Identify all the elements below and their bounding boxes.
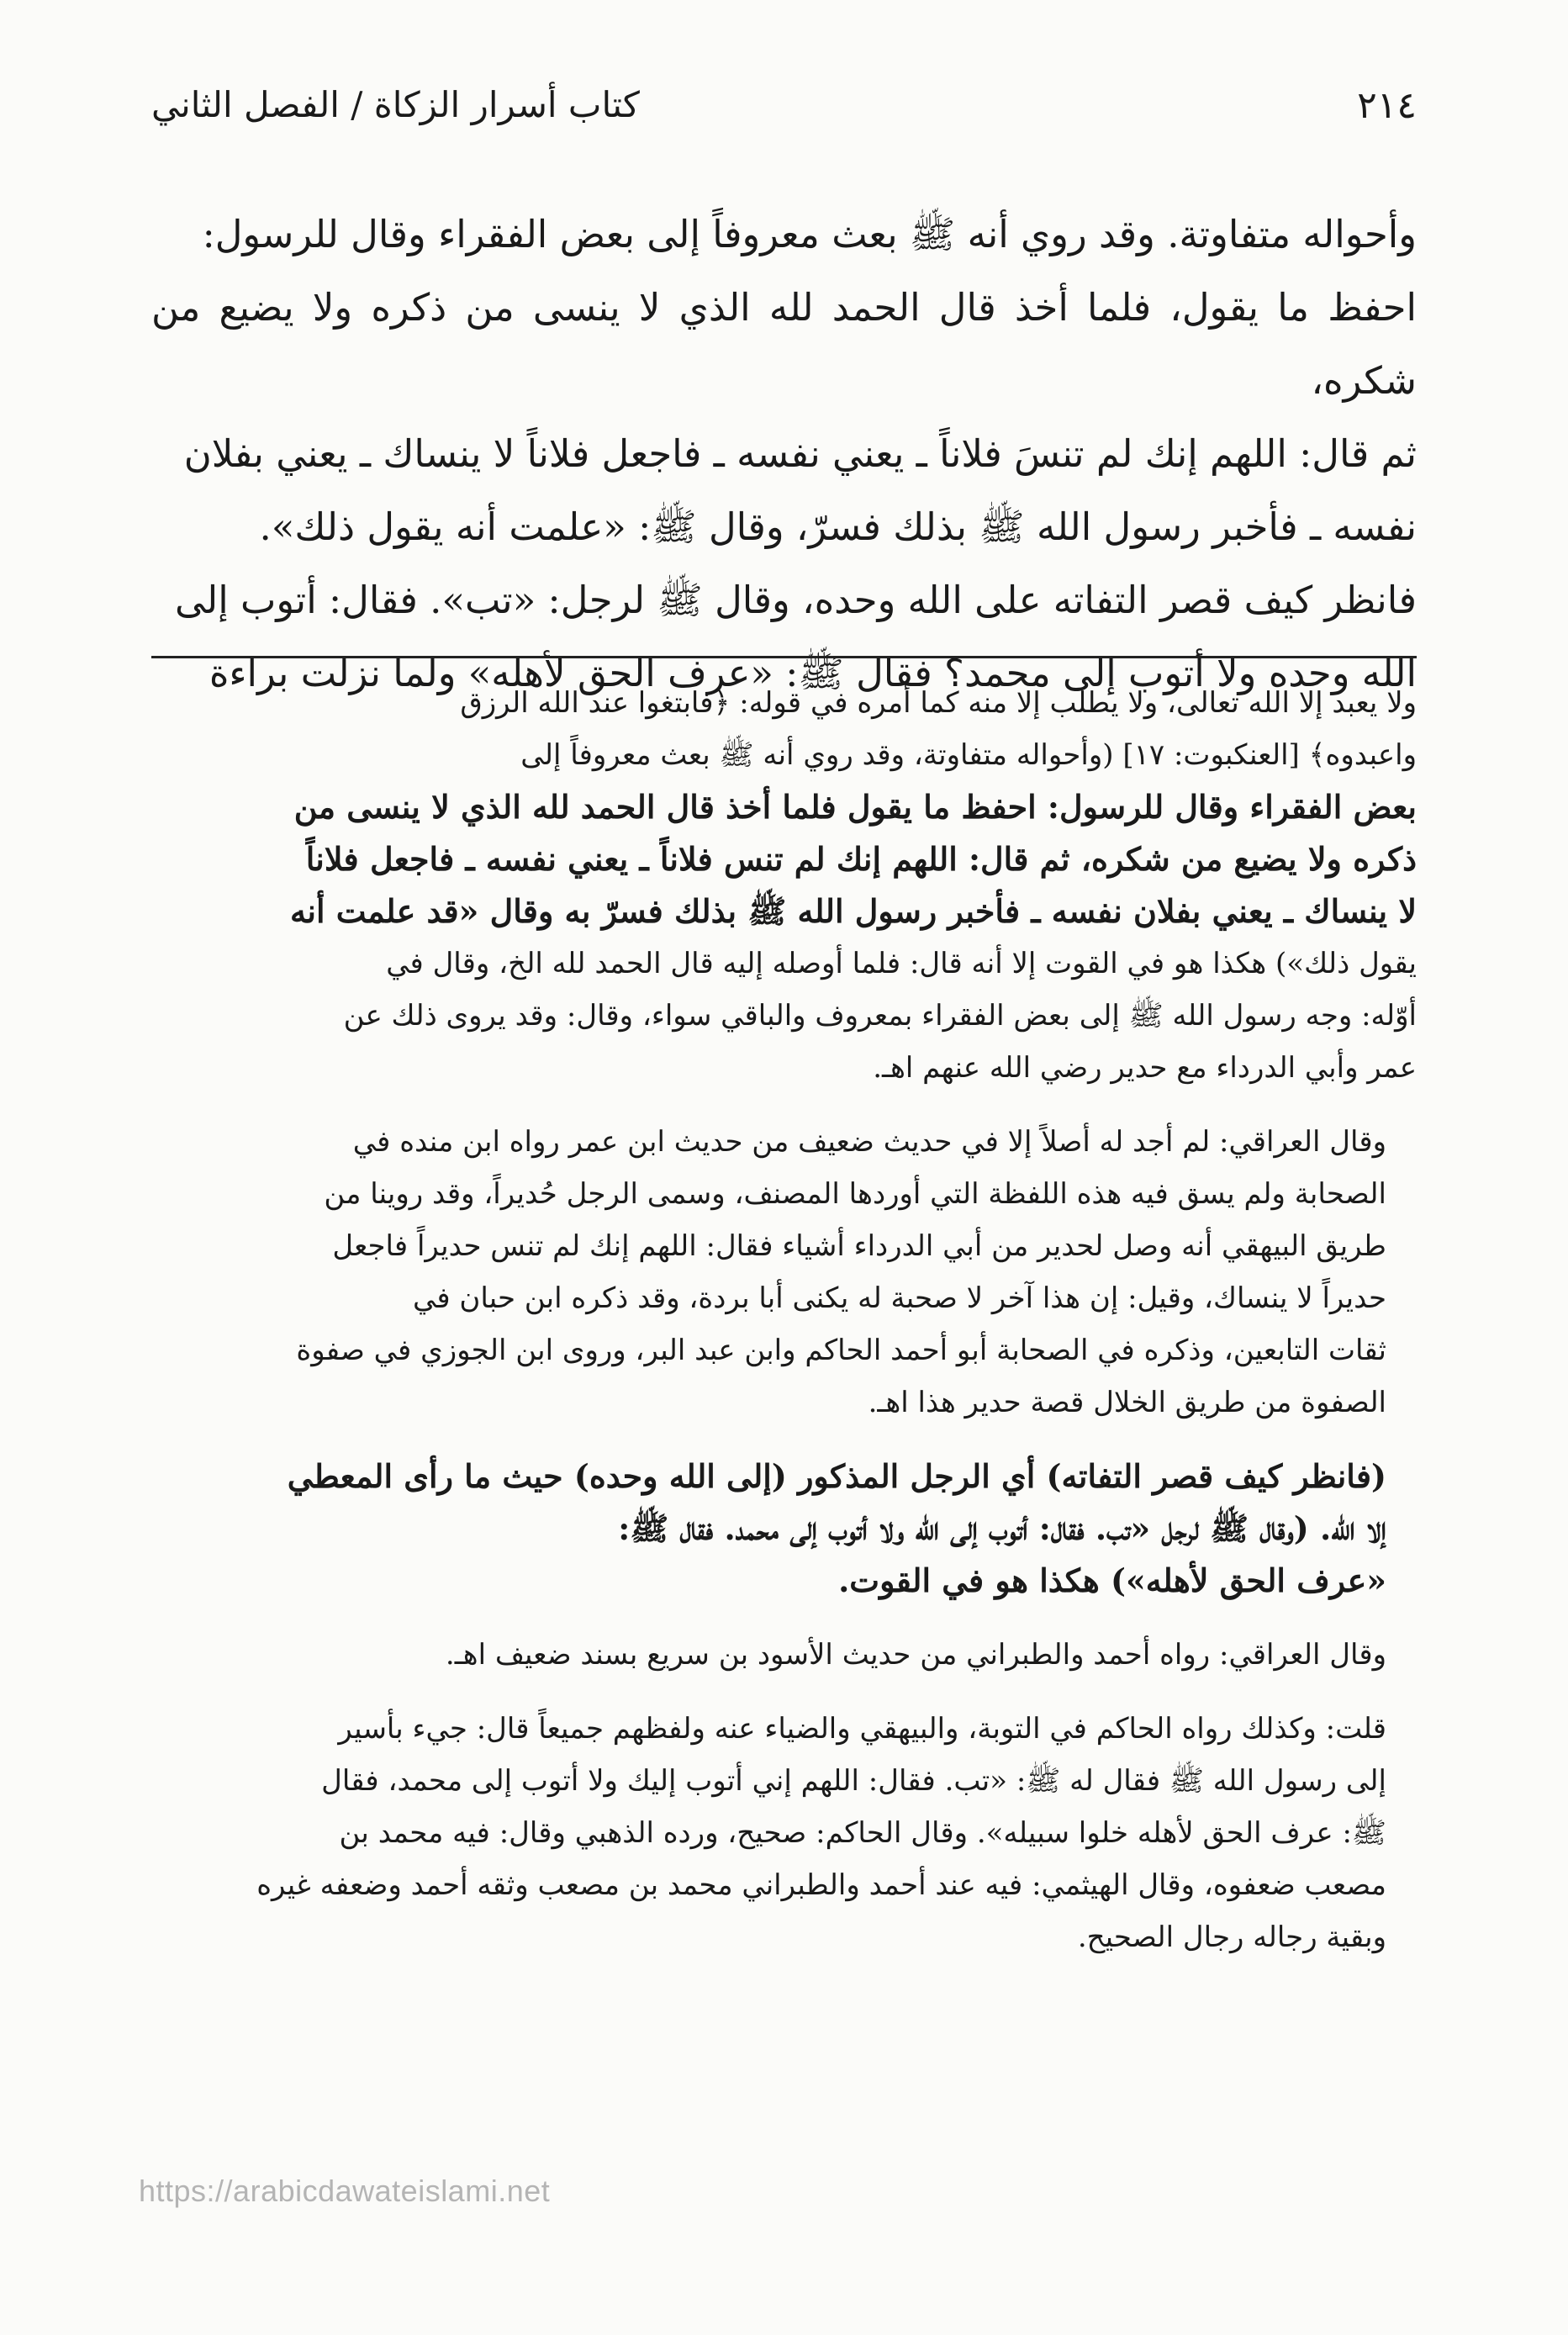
- commentary-line: لا ينساك ـ يعني بفلان نفسه ـ فأخبر رسول الله ﷺ بذلك فسرّ به وقال «قد علمت أنه: [290, 892, 1417, 930]
- commentary-block-3: [151, 1450, 1417, 1607]
- page-header: [151, 84, 1417, 143]
- commentary-block-4: [151, 1629, 1417, 1681]
- commentary-block-1: [151, 677, 1417, 1094]
- separator-rule: [151, 656, 1417, 658]
- commentary-block-2: [151, 1116, 1417, 1429]
- main-text-line: الله وحده ولا أتوب إلى محمد؟ فقال ﷺ: «عرف الحق لأهله» ولما نزلت براءة: [209, 651, 1417, 695]
- commentary-line: وقال العراقي: رواه أحمد والطبراني من حديث الأسود بن سريع بسند ضعيف اهـ.: [445, 1638, 1386, 1672]
- commentary-line: ولا يعبد إلا الله تعالى، ولا يطلب إلا منه كما أمره في قوله: ﴿فابتغوا عند الله الرزق: [460, 686, 1417, 720]
- main-text-line: فانظر كيف قصر التفاته على الله وحده، وقال ﷺ لرجل: «تب». فقال: أتوب إلى: [175, 578, 1417, 622]
- main-text-line: وأحواله متفاوتة. وقد روي أنه ﷺ بعث معروفاً إلى بعض الفقراء وقال للرسول:: [202, 212, 1417, 256]
- commentary-line: إلا الله. (وقال ﷺ لرجل «تب. فقال: أتوب إلى الله ولا أتوب إلى محمد. فقال ﷺ:: [618, 1509, 1386, 1547]
- commentary-line: واعبدوه﴾ [العنكبوت: ١٧] (وأحواله متفاوتة، وقد روي أنه ﷺ بعث معروفاً إلى: [520, 738, 1417, 772]
- commentary-line: أوّله: وجه رسول الله ﷺ إلى بعض الفقراء بمعروف والباقي سواء، وقال: وقد يروى ذلك عن: [343, 999, 1417, 1033]
- commentary-line: حديراً لا ينساك، وقيل: إن هذا آخر لا صحبة له يكنى أبا بردة، وقد ذكره ابن حبان في: [412, 1281, 1386, 1315]
- commentary-line: «عرف الحق لأهله») هكذا هو في القوت.: [838, 1561, 1386, 1599]
- commentary-line: طريق البيهقي أنه وصل لحدير من أبي الدرداء أشياء فقال: اللهم إنك لم تنس حديراً فاجعل: [332, 1229, 1386, 1263]
- running-title: كتاب أسرار الزكاة / الفصل الثاني: [151, 84, 640, 125]
- main-text: [151, 198, 1417, 710]
- commentary-line: مصعب ضعفوه، وقال الهيثمي: فيه عند أحمد والطبراني محمد بن مصعب وثقه أحمد وضعفه غيره: [256, 1868, 1386, 1902]
- commentary-line: الصفوة من طريق الخلال قصة حدير هذا اهـ.: [868, 1386, 1386, 1419]
- commentary-line: (فانظر كيف قصر التفاته) أي الرجل المذكور (إلى الله وحده) حيث ما رأى المعطي: [287, 1457, 1386, 1495]
- commentary-line: قلت: وكذلك رواه الحاكم في التوبة، والبيهقي والضياء عنه ولفظهم جميعاً قال: جيء بأسير: [338, 1712, 1386, 1746]
- source-watermark: https://arabicdawateislami.net: [139, 2174, 551, 2208]
- commentary-line: وبقية رجاله رجال الصحيح.: [1077, 1920, 1386, 1954]
- main-text-line: ثم قال: اللهم إنك لم تنسَ فلاناً ـ يعني نفسه ـ فاجعل فلاناً لا ينساك ـ يعني بفلان: [183, 431, 1417, 476]
- commentary-line: يقول ذلك») هكذا هو في القوت إلا أنه قال: فلما أوصله إليه قال الحمد لله الخ، وقال في: [386, 947, 1417, 980]
- main-text-line: احفظ ما يقول، فلما أخذ قال الحمد لله الذي لا ينسى من ذكره ولا يضيع من شكره،: [151, 285, 1417, 403]
- commentary-block-5: [151, 1703, 1417, 1963]
- commentary-line: بعض الفقراء وقال للرسول: احفظ ما يقول فلما أخذ قال الحمد لله الذي لا ينسى من: [293, 788, 1417, 826]
- commentary-line: ذكره ولا يضيع من شكره، ثم قال: اللهم إنك لم تنس فلاناً ـ يعني نفسه ـ فاجعل فلاناً: [305, 840, 1417, 878]
- main-text-line: نفسه ـ فأخبر رسول الله ﷺ بذلك فسرّ، وقال ﷺ: «علمت أنه يقول ذلك».: [259, 505, 1417, 549]
- commentary-line: ﷺ: عرف الحق لأهله خلوا سبيله». وقال الحاكم: صحيح، ورده الذهبي وقال: فيه محمد بن: [339, 1816, 1386, 1850]
- commentary-line: وقال العراقي: لم أجد له أصلاً إلا في حديث ضعيف من حديث ابن عمر رواه ابن منده في: [352, 1125, 1386, 1159]
- commentary-line: إلى رسول الله ﷺ فقال له ﷺ: «تب. فقال: اللهم إني أتوب إليك ولا أتوب إلى محمد، فقال: [321, 1764, 1386, 1798]
- commentary-line: عمر وأبي الدرداء مع حدير رضي الله عنهم اهـ.: [873, 1051, 1417, 1085]
- commentary-line: ثقات التابعين، وذكره في الصحابة أبو أحمد الحاكم وابن عبد البر، وروى ابن الجوزي في صفوة: [296, 1334, 1386, 1367]
- commentary: [151, 677, 1417, 1985]
- page-number: ٢١٤: [1357, 84, 1417, 127]
- commentary-line: الصحابة ولم يسق فيه هذه اللفظة التي أوردها المصنف، وسمى الرجل حُديراً، وقد روينا من: [324, 1177, 1386, 1211]
